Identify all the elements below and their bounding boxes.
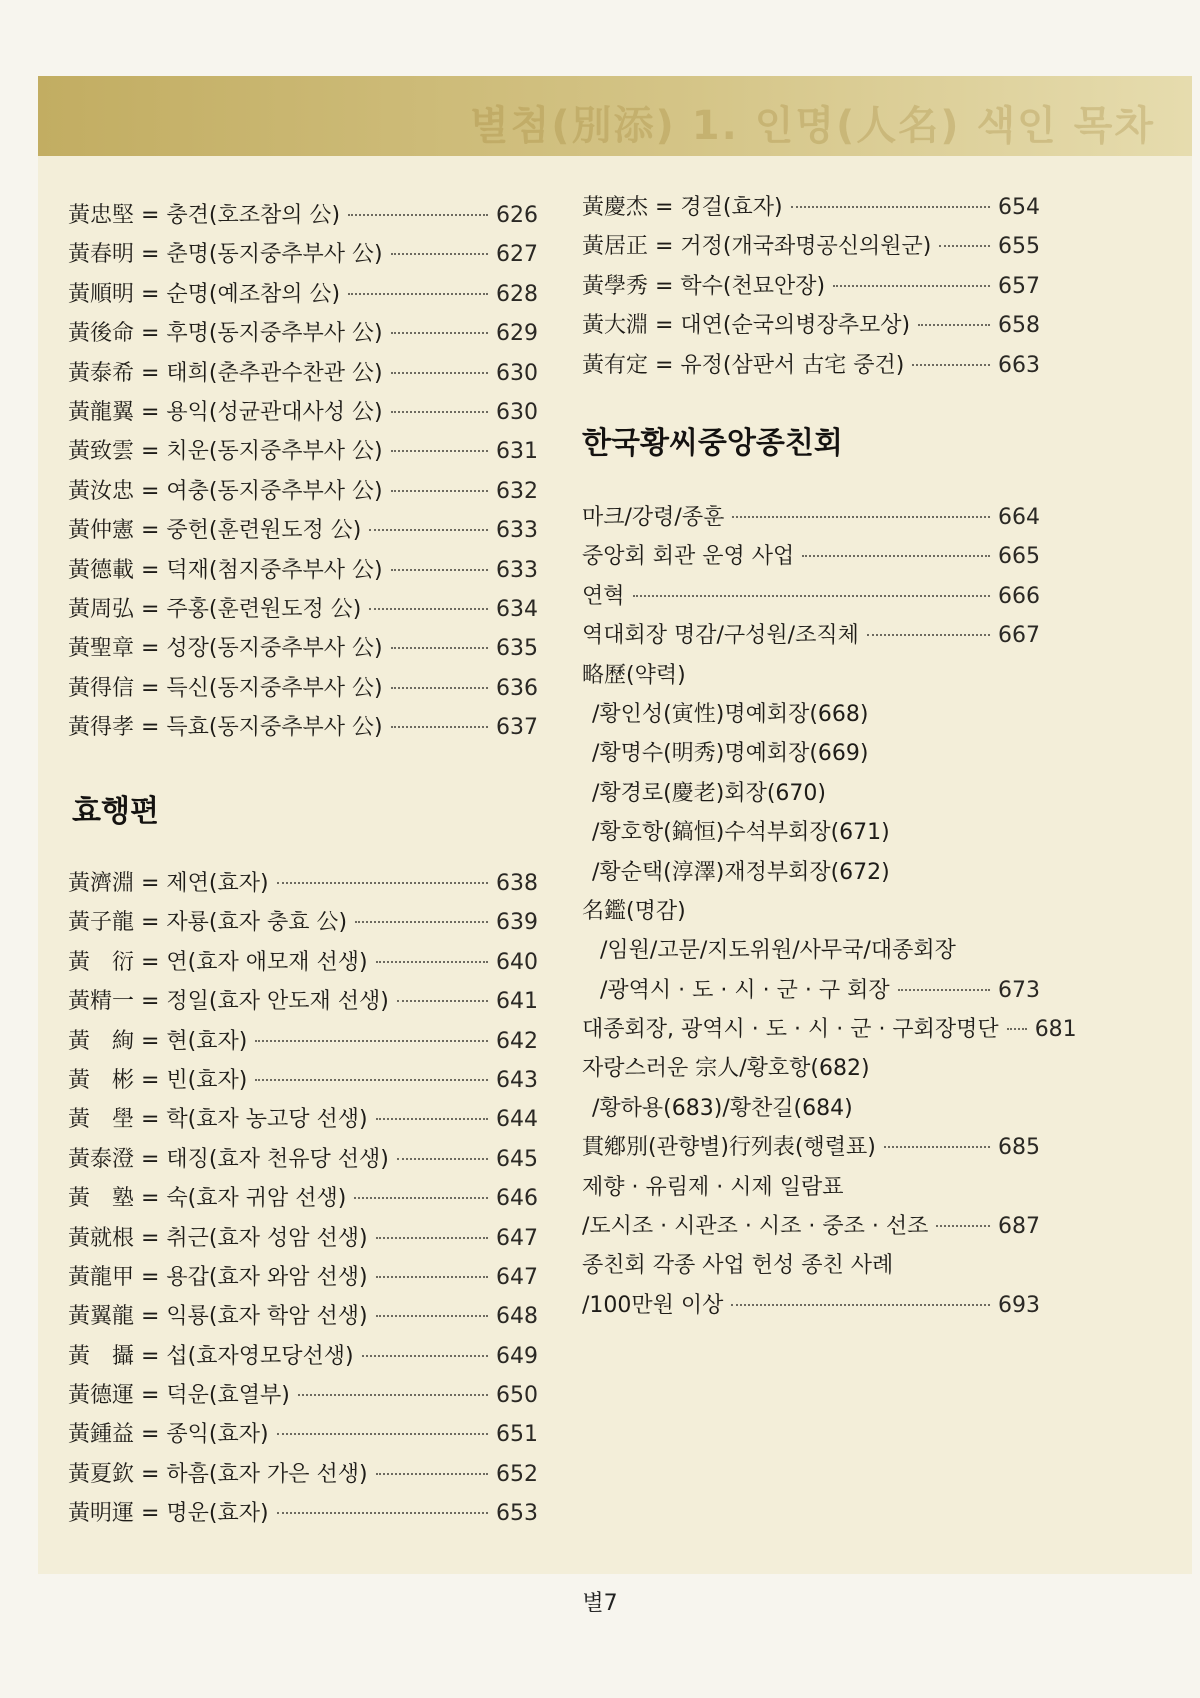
toc-entry-page: 630 <box>496 360 538 386</box>
toc-entry-title: 黃 衍 = 연(효자 애모재 선생) <box>68 949 368 975</box>
toc-entry <box>582 933 1040 972</box>
toc-entry-page: 641 <box>496 989 538 1015</box>
left-column-entries <box>68 198 538 749</box>
toc-entry <box>582 736 1040 775</box>
toc-entry <box>68 905 538 944</box>
left-column-hyohaeng-entries <box>68 866 538 1536</box>
toc-entry <box>582 776 1040 815</box>
toc-leader-dots <box>355 921 488 923</box>
toc-entry-title: 黃泰希 = 태희(춘추관수찬관 公) <box>68 360 383 386</box>
toc-entry <box>68 277 538 316</box>
toc-leader-dots <box>633 595 990 597</box>
toc-entry <box>582 1012 1077 1051</box>
toc-entry-title: 대종회장, 광역시 · 도 · 시 · 군 · 구회장명단 <box>582 1017 999 1043</box>
toc-entry-title: /임원/고문/지도위원/사무국/대종회장 <box>600 938 956 964</box>
toc-entry-page: 653 <box>496 1501 538 1527</box>
toc-entry-title: 黃鍾益 = 종익(효자) <box>68 1422 269 1448</box>
toc-entry-title: 黃忠堅 = 충견(호조참의 公) <box>68 203 341 228</box>
toc-entry-title: /황순택(淳澤)재정부회장(672) <box>592 859 890 885</box>
toc-entry-page: 646 <box>496 1186 538 1212</box>
toc-leader-dots <box>391 687 488 689</box>
toc-entry-title: 黃後命 = 후명(동지중추부사 公) <box>68 321 383 347</box>
toc-entry-title: /황인성(寅性)명예회장(668) <box>592 701 869 727</box>
toc-entry-page: 693 <box>998 1292 1040 1318</box>
toc-leader-dots <box>791 206 990 208</box>
toc-entry <box>68 1142 538 1181</box>
toc-entry <box>582 894 1040 933</box>
toc-entry-title: 黃 塾 = 숙(효자 귀암 선생) <box>68 1186 347 1212</box>
toc-leader-dots <box>298 1394 488 1396</box>
toc-leader-dots <box>277 882 488 884</box>
toc-leader-dots <box>918 324 990 326</box>
toc-entry <box>582 539 1040 578</box>
toc-leader-dots <box>391 726 488 728</box>
toc-leader-dots <box>397 1158 488 1160</box>
toc-entry-title: 黃學秀 = 학수(천묘안장) <box>582 273 826 299</box>
toc-entry-page: 647 <box>496 1264 538 1290</box>
toc-entry-page: 629 <box>496 321 538 347</box>
toc-entry-page: 633 <box>496 518 538 544</box>
toc-entry <box>582 190 1040 229</box>
toc-entry-page: 681 <box>1034 1017 1077 1043</box>
toc-entry-page: 632 <box>496 478 538 504</box>
toc-entry-title: 연혁 <box>582 583 625 609</box>
toc-entry-title: 자랑스러운 宗人/황호항(682) <box>582 1056 870 1082</box>
toc-entry-title: 貫鄕別(관향별)行列表(행렬표) <box>582 1135 876 1161</box>
toc-entry-page: 663 <box>998 352 1040 378</box>
toc-entry <box>68 198 538 237</box>
toc-entry <box>582 579 1040 618</box>
toc-leader-dots <box>391 411 488 413</box>
toc-entry-page: 638 <box>496 871 538 896</box>
toc-entry <box>582 308 1040 347</box>
toc-entry-page: 639 <box>496 910 538 936</box>
toc-entry-title: 黃得孝 = 득효(동지중추부사 公) <box>68 715 383 741</box>
toc-entry <box>68 237 538 276</box>
toc-entry-title: 黃大淵 = 대연(순국의병장추모상) <box>582 313 911 339</box>
toc-entry <box>68 316 538 355</box>
toc-leader-dots <box>391 372 488 374</box>
toc-entry-page: 635 <box>496 636 538 662</box>
toc-entry-title: 黃濟淵 = 제연(효자) <box>68 871 269 896</box>
toc-leader-dots <box>397 1000 488 1002</box>
toc-entry <box>68 1417 538 1456</box>
toc-entry <box>582 973 1040 1012</box>
toc-entry-title: /광역시 · 도 · 시 · 군 · 구 회장 <box>600 977 890 1003</box>
toc-entry-title: 黃有定 = 유정(삼판서 古宅 중건) <box>582 352 905 378</box>
toc-leader-dots <box>391 253 488 255</box>
toc-entry-page: 631 <box>496 439 538 465</box>
toc-entry <box>68 866 538 905</box>
toc-entry-page: 648 <box>496 1304 538 1330</box>
toc-entry <box>68 553 538 592</box>
toc-entry-page: 636 <box>496 675 538 701</box>
toc-entry <box>68 945 538 984</box>
toc-entry-page: 651 <box>496 1422 538 1448</box>
toc-entry <box>582 1130 1040 1169</box>
toc-entry-title: 黃慶杰 = 경걸(효자) <box>582 195 783 220</box>
toc-entry <box>582 229 1040 268</box>
toc-entry <box>582 1209 1040 1248</box>
section-title-jongchinhoe: 한국황씨중앙종친회 <box>582 426 843 461</box>
toc-entry <box>582 697 1040 736</box>
toc-entry-title: /도시조 · 시관조 · 시조 · 중조 · 선조 <box>582 1214 929 1240</box>
toc-entry <box>68 356 538 395</box>
toc-leader-dots <box>898 989 990 991</box>
toc-entry <box>68 1339 538 1378</box>
toc-entry-title: 黃 絢 = 현(효자) <box>68 1028 248 1054</box>
toc-entry <box>68 1221 538 1260</box>
toc-entry-title: 黃翼龍 = 익룡(효자 학암 선생) <box>68 1304 368 1330</box>
toc-entry <box>68 592 538 631</box>
toc-entry-title: 黃 壆 = 학(효자 농고당 선생) <box>68 1107 368 1133</box>
toc-leader-dots <box>912 364 990 366</box>
toc-leader-dots <box>391 569 488 571</box>
toc-entry-page: 665 <box>998 544 1040 570</box>
toc-leader-dots <box>391 332 488 334</box>
toc-entry <box>582 500 1040 539</box>
toc-leader-dots <box>391 490 488 492</box>
toc-entry-title: 黃明運 = 명운(효자) <box>68 1501 269 1527</box>
toc-entry-title: 黃仲憲 = 중헌(훈련원도정 公) <box>68 518 362 544</box>
toc-leader-dots <box>391 450 488 452</box>
toc-entry-page: 687 <box>998 1214 1040 1240</box>
toc-entry <box>582 658 1040 697</box>
toc-leader-dots <box>376 1473 488 1475</box>
toc-leader-dots <box>362 1355 488 1357</box>
toc-entry-title: 黃居正 = 거정(개국좌명공신의원군) <box>582 234 932 260</box>
toc-leader-dots <box>354 1197 488 1199</box>
toc-entry <box>582 348 1040 387</box>
toc-entry-page: 652 <box>496 1461 538 1487</box>
toc-entry-title: /100만원 이상 <box>582 1292 724 1318</box>
toc-entry-title: 略歷(약력) <box>582 662 686 688</box>
toc-leader-dots <box>369 529 488 531</box>
toc-entry-title: 黃 彬 = 빈(효자) <box>68 1067 248 1093</box>
toc-entry <box>68 474 538 513</box>
right-column-entries <box>582 190 1040 387</box>
toc-entry <box>68 434 538 473</box>
toc-entry-page: 647 <box>496 1225 538 1251</box>
toc-entry-page: 649 <box>496 1343 538 1369</box>
toc-leader-dots <box>348 214 488 216</box>
toc-entry <box>582 1051 1040 1090</box>
toc-entry <box>68 1457 538 1496</box>
toc-entry-title: 마크/강령/종훈 <box>582 505 725 530</box>
toc-entry-title: 종친회 각종 사업 헌성 종친 사례 <box>582 1253 894 1279</box>
toc-entry-page: 650 <box>496 1383 538 1409</box>
toc-entry <box>68 1102 538 1141</box>
toc-entry-title: 黃致雲 = 치운(동지중추부사 公) <box>68 439 383 465</box>
toc-leader-dots <box>376 1118 488 1120</box>
toc-entry-page: 627 <box>496 242 538 268</box>
toc-entry-title: 黃夏欽 = 하흠(효자 가은 선생) <box>68 1461 368 1487</box>
toc-entry-page: 667 <box>998 623 1040 649</box>
right-column-jongchinhoe-entries <box>582 500 1077 1327</box>
toc-leader-dots <box>255 1079 488 1081</box>
toc-entry <box>582 269 1040 308</box>
toc-entry-page: 645 <box>496 1146 538 1172</box>
toc-entry-title: 黃周弘 = 주홍(훈련원도정 公) <box>68 596 362 622</box>
toc-leader-dots <box>732 516 990 518</box>
toc-entry-page: 666 <box>998 583 1040 609</box>
toc-entry-title: /황경로(慶老)회장(670) <box>592 780 826 806</box>
toc-entry-page: 640 <box>496 949 538 975</box>
page-number: 별7 <box>582 1591 618 1616</box>
toc-leader-dots <box>376 961 488 963</box>
toc-entry <box>68 671 538 710</box>
toc-leader-dots <box>939 245 990 247</box>
toc-entry-page: 658 <box>998 313 1040 339</box>
toc-entry-page: 673 <box>998 977 1040 1003</box>
toc-entry-page: 633 <box>496 557 538 583</box>
toc-entry <box>582 1248 1040 1287</box>
toc-entry <box>68 1496 538 1535</box>
toc-entry <box>68 1260 538 1299</box>
toc-entry <box>582 1288 1040 1327</box>
toc-leader-dots <box>376 1315 488 1317</box>
toc-entry <box>68 1378 538 1417</box>
toc-leader-dots <box>277 1433 488 1435</box>
toc-leader-dots <box>376 1237 488 1239</box>
toc-entry-title: 黃 攝 = 섭(효자영모당선생) <box>68 1343 354 1369</box>
toc-entry-page: 642 <box>496 1028 538 1054</box>
toc-entry-page: 643 <box>496 1067 538 1093</box>
toc-entry <box>582 618 1040 657</box>
toc-leader-dots <box>802 555 990 557</box>
toc-entry <box>582 815 1040 854</box>
toc-entry-page: 655 <box>998 234 1040 260</box>
toc-leader-dots <box>369 608 488 610</box>
toc-entry-page: 634 <box>496 596 538 622</box>
toc-entry <box>68 984 538 1023</box>
toc-entry-title: 중앙회 회관 운영 사업 <box>582 544 795 570</box>
toc-entry <box>68 631 538 670</box>
toc-entry <box>582 1170 1040 1209</box>
toc-entry <box>582 1091 1040 1130</box>
toc-entry <box>68 710 538 749</box>
toc-leader-dots <box>1007 1028 1027 1030</box>
toc-entry-page: 654 <box>998 195 1040 220</box>
toc-entry-page: 664 <box>998 505 1040 530</box>
toc-entry-title: 黃子龍 = 자룡(효자 충효 公) <box>68 910 348 936</box>
toc-leader-dots <box>731 1304 990 1306</box>
toc-entry <box>582 855 1040 894</box>
toc-entry-title: 黃德載 = 덕재(첨지중추부사 公) <box>68 557 383 583</box>
toc-entry <box>68 1299 538 1338</box>
toc-leader-dots <box>376 1276 488 1278</box>
toc-entry-title: 黃得信 = 득신(동지중추부사 公) <box>68 675 383 701</box>
toc-entry-title: 역대회장 명감/구성원/조직체 <box>582 623 859 649</box>
toc-entry-title: 黃春明 = 춘명(동지중추부사 公) <box>68 242 383 268</box>
toc-entry-title: 黃順明 = 순명(예조참의 公) <box>68 281 341 307</box>
section-title-hyohaeng: 효행편 <box>72 794 159 829</box>
toc-entry-page: 637 <box>496 715 538 741</box>
toc-entry-page: 644 <box>496 1107 538 1133</box>
toc-entry-title: 黃汝忠 = 여충(동지중추부사 公) <box>68 478 383 504</box>
toc-entry-title: 黃精一 = 정일(효자 안도재 선생) <box>68 989 389 1015</box>
toc-entry-title: /황명수(明秀)명예회장(669) <box>592 741 869 767</box>
toc-entry-title: 黃聖章 = 성장(동지중추부사 公) <box>68 636 383 662</box>
toc-entry-page: 685 <box>998 1135 1040 1161</box>
toc-entry <box>68 513 538 552</box>
toc-leader-dots <box>277 1512 488 1514</box>
toc-entry <box>68 1181 538 1220</box>
toc-entry-title: /황하용(683)/황찬길(684) <box>592 1095 853 1121</box>
toc-entry-title: 黃龍翼 = 용익(성균관대사성 公) <box>68 399 383 425</box>
toc-leader-dots <box>255 1040 488 1042</box>
header-bleed-text: 별첨(別添) 1. 인명(人名) 색인 목차 <box>470 103 1155 149</box>
toc-entry-title: 黃就根 = 취근(효자 성암 선생) <box>68 1225 368 1251</box>
toc-leader-dots <box>867 634 990 636</box>
toc-entry <box>68 1024 538 1063</box>
toc-entry-title: 黃泰澄 = 태징(효자 천유당 선생) <box>68 1146 389 1172</box>
toc-entry-page: 630 <box>496 399 538 425</box>
toc-entry-page: 657 <box>998 273 1040 299</box>
toc-entry-title: 黃德運 = 덕운(효열부) <box>68 1383 290 1409</box>
toc-entry-title: 名鑑(명감) <box>582 898 686 924</box>
toc-entry-title: 제향 · 유림제 · 시제 일람표 <box>582 1174 844 1200</box>
toc-leader-dots <box>348 293 488 295</box>
toc-leader-dots <box>936 1225 990 1227</box>
toc-entry <box>68 395 538 434</box>
toc-entry-title: /황호항(鎬恒)수석부회장(671) <box>592 820 890 846</box>
toc-entry-page: 626 <box>496 203 538 228</box>
toc-leader-dots <box>884 1146 990 1148</box>
toc-leader-dots <box>391 647 488 649</box>
toc-leader-dots <box>833 285 990 287</box>
toc-entry <box>68 1063 538 1102</box>
toc-entry-page: 628 <box>496 281 538 307</box>
toc-entry-title: 黃龍甲 = 용갑(효자 와암 선생) <box>68 1264 368 1290</box>
